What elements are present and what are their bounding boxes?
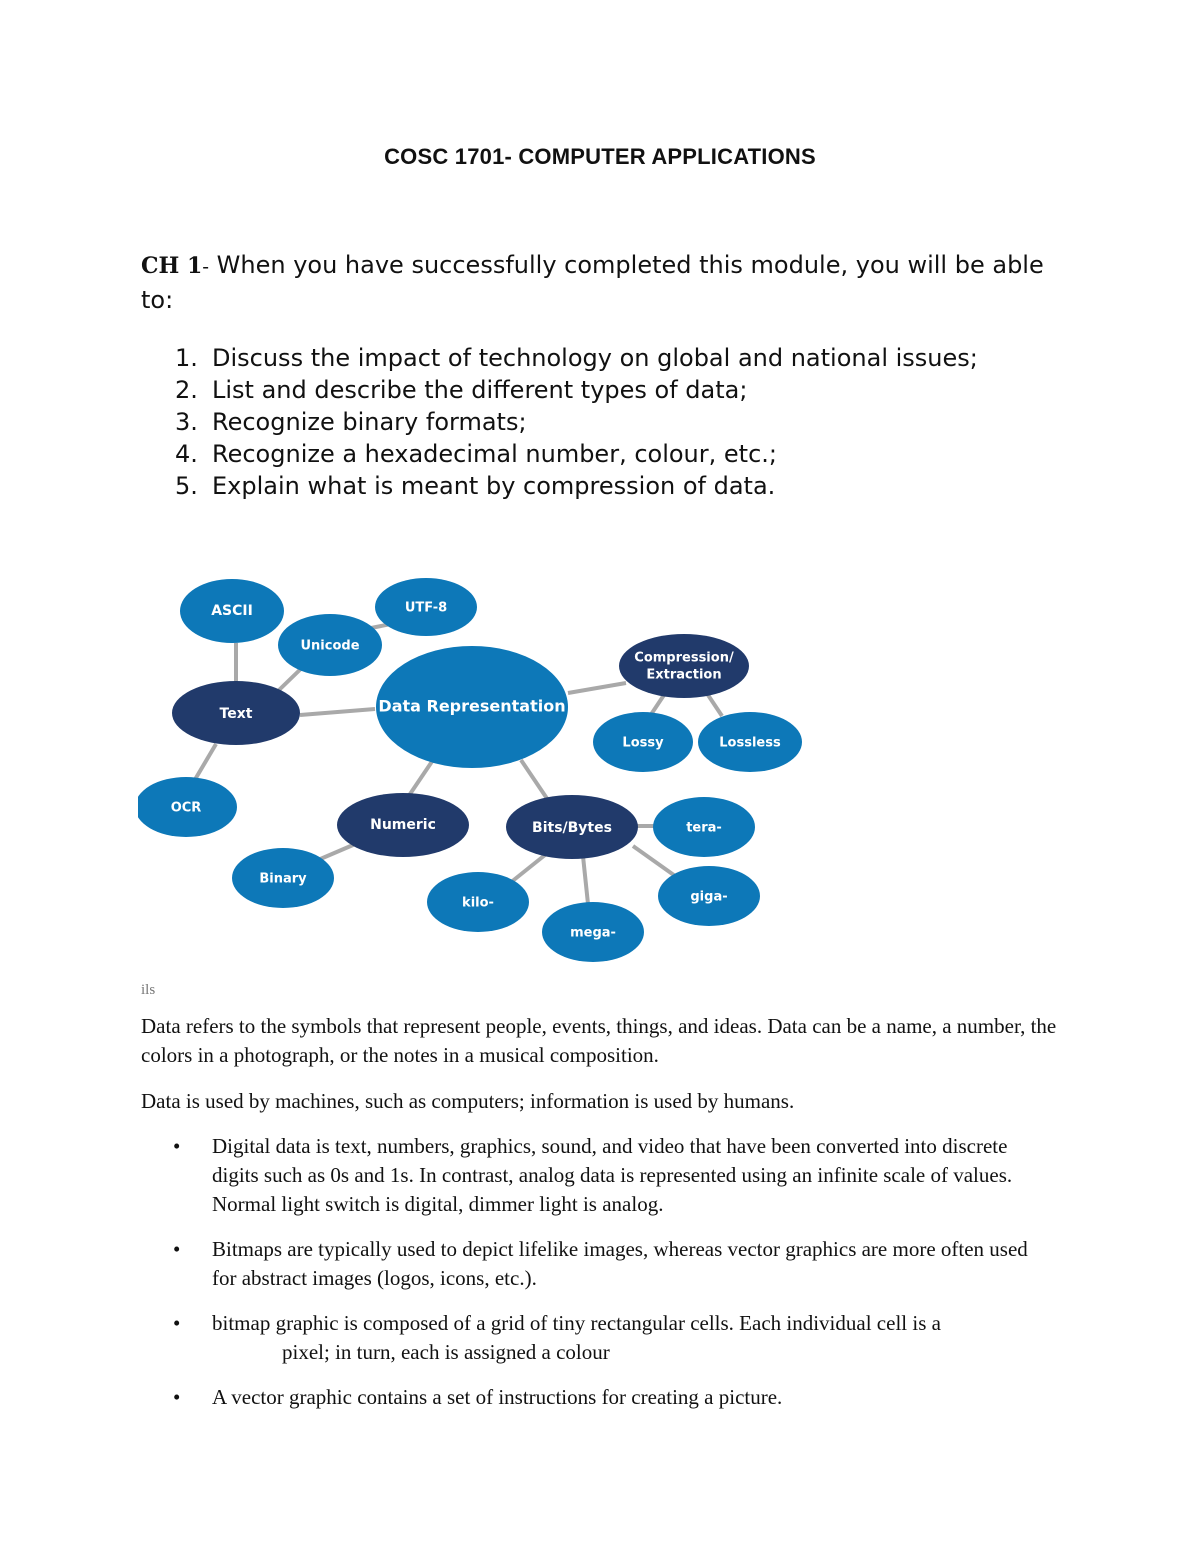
- node-numeric: [337, 793, 469, 857]
- bullet-marker: •: [173, 1385, 181, 1409]
- node-tera: [653, 797, 755, 857]
- edge-bits-mega: [583, 856, 588, 904]
- node-tera-label: tera-: [686, 820, 722, 836]
- stray-caption-text: ils: [141, 982, 156, 998]
- edge-text-center: [300, 709, 375, 715]
- bullet-marker: •: [173, 1237, 181, 1261]
- bullet-item: [141, 1132, 1041, 1219]
- node-compression-label-line1: Compression/: [634, 650, 734, 666]
- node-unicode-label: Unicode: [300, 638, 360, 654]
- bullet-marker: •: [173, 1134, 181, 1158]
- objective-number: 4.: [175, 440, 198, 468]
- node-binary-label: Binary: [259, 871, 307, 887]
- node-unicode: [278, 614, 382, 676]
- document-title: COSC 1701- COMPUTER APPLICATIONS: [384, 144, 816, 169]
- objective-number: 5.: [175, 472, 198, 500]
- objective-number: 3.: [175, 408, 198, 436]
- node-center: [376, 646, 568, 768]
- node-ocr-label: OCR: [170, 800, 202, 816]
- node-bits: [506, 795, 638, 859]
- node-numeric-label: Numeric: [370, 817, 436, 833]
- chapter-label: CH 1: [141, 253, 203, 279]
- node-mega: [542, 902, 644, 962]
- objective-text: Discuss the impact of technology on global and national issues;: [212, 344, 978, 372]
- node-bits-label: Bits/Bytes: [532, 820, 612, 836]
- node-text: [172, 681, 300, 745]
- edge-center-bits: [521, 760, 548, 800]
- bullet-marker: •: [173, 1311, 181, 1335]
- paragraph-data-definition: Data refers to the symbols that represent people, events, things, and ideas. Data can be a name, a number, the colors in a photograph, or the notes in a musical composition.: [141, 1014, 1057, 1067]
- node-center-label: Data Representation: [378, 696, 566, 716]
- node-compression-shape: [619, 634, 749, 698]
- objective-text: List and describe the different types of data;: [212, 376, 748, 404]
- objective-item: [141, 406, 1041, 438]
- objective-text: Recognize binary formats;: [212, 408, 527, 436]
- node-compression-label-line2: Extraction: [646, 667, 722, 683]
- objective-text: Recognize a hexadecimal number, colour, etc.;: [212, 440, 777, 468]
- bullet-item: [141, 1235, 1041, 1293]
- chapter-separator: -: [202, 254, 210, 278]
- node-giga: [658, 866, 760, 926]
- node-binary: [232, 848, 334, 908]
- bullet-list: [141, 1132, 1041, 1428]
- node-kilo: [427, 872, 529, 932]
- node-utf8: [375, 578, 477, 636]
- chapter-intro-text: When you have successfully completed this module, you will be able to:: [141, 251, 1044, 314]
- bullet-text: Bitmaps are typically used to depict lifelike images, whereas vector graphics are more often used for abstract images (logos, icons, etc.).: [212, 1237, 1028, 1290]
- node-kilo-label: kilo-: [462, 895, 494, 911]
- node-utf8-label: UTF-8: [404, 600, 448, 616]
- objective-item: [141, 342, 1041, 374]
- node-ascii-label: ASCII: [211, 603, 253, 619]
- paragraph-data-vs-information: Data is used by machines, such as computers; information is used by humans.: [141, 1089, 795, 1113]
- objective-item: [141, 438, 1041, 470]
- node-lossless: [698, 712, 802, 772]
- bullet-item: [141, 1383, 1041, 1412]
- bullet-text: A vector graphic contains a set of instructions for creating a picture.: [212, 1385, 783, 1409]
- chapter-intro: [141, 248, 1071, 317]
- objective-text: Explain what is meant by compression of data.: [212, 472, 776, 500]
- objective-item: [141, 374, 1041, 406]
- node-lossless-label: Lossless: [719, 735, 781, 751]
- bullet-text: Digital data is text, numbers, graphics, sound, and video that have been converted into discrete digits such as 0s and 1s. In contrast, analog data is represented using an infinite scale of values. Normal light switch is digital, dimmer light is analog.: [212, 1134, 1013, 1216]
- node-ocr: [138, 777, 237, 837]
- objectives-list: [141, 342, 1041, 502]
- bullet-text-continuation: pixel; in turn, each is assigned a colour: [282, 1340, 610, 1364]
- node-text-label: Text: [219, 706, 253, 722]
- objective-item: [141, 470, 1041, 502]
- data-representation-mindmap: [138, 578, 818, 964]
- node-ascii: [180, 579, 284, 643]
- edge-bits-giga: [633, 846, 678, 878]
- edge-center-compression: [568, 683, 626, 693]
- node-compression: [619, 634, 749, 698]
- bullet-text-line: bitmap graphic is composed of a grid of tiny rectangular cells. Each individual cell is a: [212, 1311, 941, 1335]
- node-mega-label: mega-: [570, 925, 616, 941]
- node-lossy: [593, 712, 693, 772]
- node-lossy-label: Lossy: [622, 735, 664, 751]
- bullet-item: [141, 1309, 1041, 1367]
- objective-number: 1.: [175, 344, 198, 372]
- objective-number: 2.: [175, 376, 198, 404]
- node-giga-label: giga-: [690, 889, 728, 905]
